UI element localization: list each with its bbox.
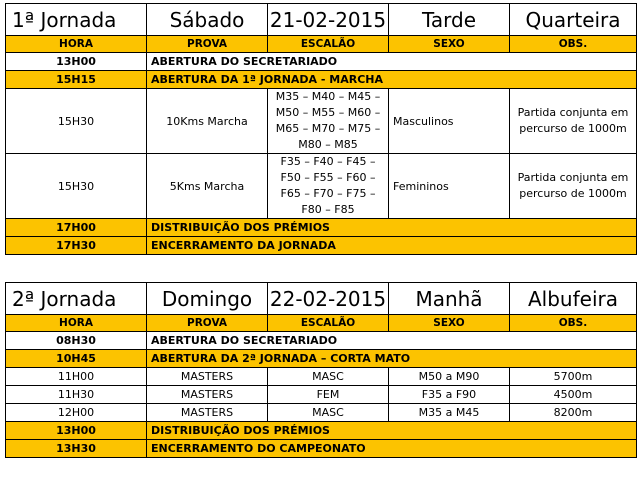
row-time: 17H00 [6,219,147,237]
race-time: 15H30 [6,154,147,219]
row-time: 13H00 [6,53,147,71]
table-row [6,404,637,422]
row-event: DISTRIBUIÇÃO DOS PRÉMIOS [147,422,637,440]
table-row [6,237,637,255]
race-categories: FEM [268,386,389,404]
table-row [6,154,637,219]
row-time: 10H45 [6,350,147,368]
row-event: ABERTURA DA 1ª JORNADA - MARCHA [147,71,637,89]
race-categories: MASC [268,404,389,422]
race-time: 15H30 [6,89,147,154]
day-name: Sábado [147,4,268,36]
race-time: 11H00 [6,368,147,386]
race-gender: Femininos [389,154,510,219]
table-row [6,368,637,386]
table-row [6,350,637,368]
table-row [6,440,637,458]
row-time: 13H00 [6,422,147,440]
schedule-table-day2 [5,282,637,458]
row-event: ENCERRAMENTO DA JORNADA [147,237,637,255]
row-time: 15H15 [6,71,147,89]
column-headers [6,36,637,53]
col-escalao: ESCALÃO [268,315,389,332]
race-gender: Masculinos [389,89,510,154]
col-hora: HORA [6,36,147,53]
race-categories: F35 – F40 – F45 – F50 – F55 – F60 – F65 – F70 – F75 – F80 – F85 [268,154,389,219]
race-name: 10Kms Marcha [147,89,268,154]
period: Tarde [389,4,510,36]
location: Albufeira [510,283,637,315]
row-time: 13H30 [6,440,147,458]
race-time: 12H00 [6,404,147,422]
race-name: 5Kms Marcha [147,154,268,219]
table-row [6,219,637,237]
race-distance: 5700m [510,368,637,386]
col-hora: HORA [6,315,147,332]
row-time: 17H30 [6,237,147,255]
row-event: ABERTURA DO SECRETARIADO [147,332,637,350]
race-distance: 8200m [510,404,637,422]
race-categories: MASC [268,368,389,386]
col-sexo: SEXO [389,315,510,332]
date: 22-02-2015 [268,283,389,315]
day-header [6,283,637,315]
race-time: 11H30 [6,386,147,404]
schedule-table-day1 [5,3,637,255]
race-gender: F35 a F90 [389,386,510,404]
date: 21-02-2015 [268,4,389,36]
row-event: DISTRIBUIÇÃO DOS PRÉMIOS [147,219,637,237]
race-name: MASTERS [147,368,268,386]
table-row [6,53,637,71]
day-name: Domingo [147,283,268,315]
race-name: MASTERS [147,386,268,404]
row-event: ABERTURA DO SECRETARIADO [147,53,637,71]
race-gender: M35 a M45 [389,404,510,422]
race-name: MASTERS [147,404,268,422]
column-headers [6,315,637,332]
table-row [6,422,637,440]
jornada-title: 1ª Jornada [6,4,147,36]
day-header [6,4,637,36]
row-event: ENCERRAMENTO DO CAMPEONATO [147,440,637,458]
col-obs: OBS. [510,36,637,53]
col-obs: OBS. [510,315,637,332]
row-time: 08H30 [6,332,147,350]
col-prova: PROVA [147,36,268,53]
table-row [6,386,637,404]
race-gender: M50 a M90 [389,368,510,386]
race-distance: 4500m [510,386,637,404]
location: Quarteira [510,4,637,36]
period: Manhã [389,283,510,315]
col-prova: PROVA [147,315,268,332]
table-row [6,332,637,350]
col-escalao: ESCALÃO [268,36,389,53]
race-notes: Partida conjunta em percurso de 1000m [510,89,637,154]
col-sexo: SEXO [389,36,510,53]
race-categories: M35 – M40 – M45 – M50 – M55 – M60 – M65 – M70 – M75 – M80 – M85 [268,89,389,154]
table-row [6,89,637,154]
jornada-title: 2ª Jornada [6,283,147,315]
race-notes: Partida conjunta em percurso de 1000m [510,154,637,219]
row-event: ABERTURA DA 2ª JORNADA – CORTA MATO [147,350,637,368]
table-row [6,71,637,89]
